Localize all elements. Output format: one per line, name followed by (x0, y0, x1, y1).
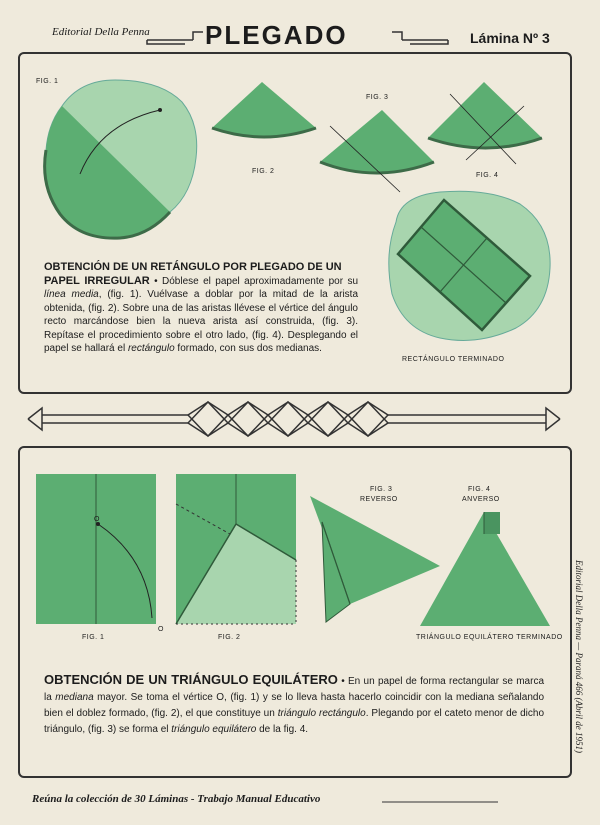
publisher-logo: Editorial Della Penna (52, 26, 150, 38)
footer-underline (382, 794, 502, 808)
section1-text-3: formado, con sus dos medianas. (174, 343, 322, 355)
section1-text-2: , (fig. 1). Vuélvase a doblar por la mitad de la arista obtenida, (fig. 2). Sobre una de las aristas llévese el vértice del ángulo recto marcándose bien la nueva arista así construida, (fig. 3). Repítase el procedimiento sobre el otro lado, (fig. 4). Desplegando el papel se hallará el (44, 289, 359, 355)
point-o-fig1-bottom: O (158, 626, 164, 633)
s2-result-label: TRIÁNGULO EQUILÁTERO TERMINADO (416, 634, 563, 641)
section2-emph-1: mediana (55, 692, 94, 703)
fig3-folded-side (320, 110, 434, 192)
section2-emph-3: triángulo equilátero (171, 724, 257, 735)
section2-text-2: mayor. Se toma el vértice O, (fig. 1) y se lo lleva hasta hacerlo coincidir con la mediana señalando bien el doblez formado, (fig. 2), el que constituye un (44, 692, 545, 719)
section2-emph-2: triángulo rectángulo (277, 708, 366, 719)
fig4-anverso (420, 512, 550, 626)
section1-text (44, 260, 358, 355)
s2-fig3-sub: REVERSO (360, 496, 398, 503)
header-ornament-right (390, 28, 450, 48)
result-label: RECTÁNGULO TERMINADO (402, 356, 505, 363)
section1-text-1: • Dóblese el papel aproximadamente por su (149, 276, 359, 287)
braid-divider (18, 396, 570, 442)
s2-fig1-label: FIG. 1 (82, 634, 105, 641)
section1-paragraph (44, 274, 358, 355)
section1-emph-1: línea media (44, 289, 99, 301)
point-o-fig1: O (94, 516, 100, 523)
section2-paragraph (44, 672, 544, 738)
section1-heading-cont: PAPEL IRREGULAR (44, 275, 150, 287)
side-publisher-note: Editorial Della Penna — Paraná 466 (Abril de 1951) (574, 560, 584, 753)
fig1-irregular-paper (45, 80, 197, 238)
fig2-folded-corner (176, 474, 296, 624)
fig1-rectangle-median (36, 474, 156, 624)
header-ornament-left (145, 28, 205, 48)
section2-text-4: de la fig. 4. (256, 724, 309, 735)
fig4-folded-both (428, 82, 542, 164)
section2-text-1: • En un papel de forma rectangular se marca la (44, 676, 545, 703)
result-rectangle (389, 191, 550, 340)
fig3-label: FIG. 3 (366, 94, 389, 101)
section1-emph-2: rectángulo (127, 343, 175, 355)
plate-number: Lámina Nº 3 (470, 30, 550, 46)
section1-heading: OBTENCIÓN DE UN RETÁNGULO POR PLEGADO DE UN (44, 261, 342, 273)
fig3-reverso (310, 496, 440, 622)
triangle-figures (20, 448, 566, 648)
s2-fig4-sub: ANVERSO (462, 496, 500, 503)
section2-heading: OBTENCIÓN DE UN TRIÁNGULO EQUILÁTERO (44, 672, 338, 687)
page-title: PLEGADO (205, 20, 348, 50)
footer-collection: Reúna la colección de 30 Láminas - Trabajo Manual Educativo (32, 793, 321, 805)
s2-fig2-label: FIG. 2 (218, 634, 241, 641)
s2-fig3-label: FIG. 3 (370, 486, 393, 493)
s2-fig4-label: FIG. 4 (468, 486, 491, 493)
fig2-label: FIG. 2 (252, 168, 275, 175)
fig1-label: FIG. 1 (36, 78, 59, 85)
section2-text (44, 672, 544, 738)
section2-text-3: . Plegando por el cateto menor de dicho triángulo, (fig. 3) se forma el (44, 708, 545, 735)
fig2-folded-half (212, 82, 316, 137)
fig4-label: FIG. 4 (476, 172, 499, 179)
